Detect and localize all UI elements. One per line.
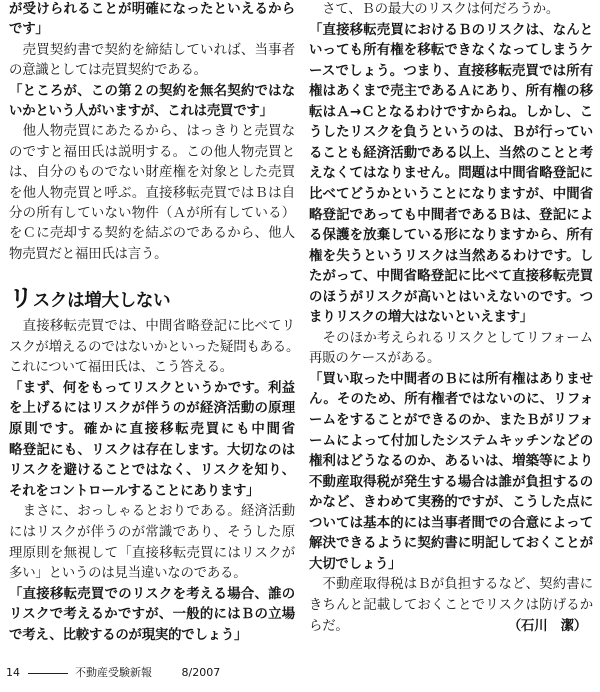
text-line: ームによって付加したシステムキッチンなどの: [309, 433, 593, 449]
text-line: 物売買だと福田氏は言う。: [9, 246, 168, 262]
text-line: 「ところが、この第２の契約を無名契約ではな: [9, 83, 295, 99]
text-line: にはリスクが伴うのが常識であり、そうした原: [9, 525, 295, 540]
text-line: 他人物売買にあたるから、はっきりと売買な: [9, 124, 295, 140]
text-line: 「直接移転売買でのリスクを考える場合、誰の: [9, 586, 295, 602]
text-line: 大切でしょう」: [309, 556, 402, 572]
section-heading: [9, 284, 170, 312]
text-line: の意識としては売買契約である。: [9, 63, 207, 79]
text-line: 「買い取った中間者のＢには所有権はありませ: [309, 371, 593, 387]
text-line: で考え、比較するのが現実的でしょう」: [9, 628, 248, 643]
text-line: をＣに売却する契約を結ぶのであるから、他人: [9, 226, 295, 242]
section-heading-rest: スクは増大しない: [32, 291, 171, 311]
text-line: ームをすることができるのか、またＢがリフォ: [309, 413, 593, 428]
text-line: いかという人がいますが、これは売買です」: [9, 104, 273, 119]
text-line: 「直接移転売買におけるＢのリスクは、なんと: [309, 22, 593, 38]
section-heading-initial: リ: [9, 284, 33, 312]
text-line: これについて福田氏は、こう答える。: [9, 360, 233, 376]
text-line: ついては基本的には当事者間での合意によって: [309, 515, 593, 531]
text-line: 分の所有していない物件（Ａが所有している）: [9, 206, 295, 221]
text-line: 多い」というのは見当違いなのである。: [9, 566, 247, 582]
text-line: を上げるにはリスクが伴うのが経済活動の原理: [9, 401, 295, 417]
text-line: ースでしょう。つまり、直接移転売買では所有: [309, 63, 593, 79]
page-number: 14: [6, 666, 20, 679]
text-line: そのほか考えられるリスクとしてリフォーム: [309, 330, 593, 346]
text-line: ん。そのため、所有権者ではないのに、リフォ: [309, 392, 593, 408]
text-line: スクが増えるのではないかといった疑問もある。: [9, 339, 300, 355]
text-line: ることも経済活動である以上、当然のことと考: [309, 145, 593, 161]
byline: （石川 潔）: [507, 618, 587, 634]
text-line: 原則です。確かに直接移転売買にも中間省: [9, 422, 295, 437]
text-line: です」: [9, 22, 49, 38]
text-line: が受けられることが明確になったといえるから: [9, 2, 295, 17]
text-line: まさに、おっしゃるとおりである。経済活動: [9, 504, 295, 520]
text-line: 売買契約書で契約を締結していれば、当事者: [9, 42, 295, 58]
text-line: 権はあくまで売主であるＡにあり、所有権の移: [309, 84, 593, 100]
text-line: のほうがリスクが高いとはいえないのです。つ: [309, 289, 593, 305]
text-line: 不動産取得税はＢが負担するなど、契約書に: [309, 577, 593, 593]
text-line: さて、Ｂの最大のリスクは何だろうか。: [309, 2, 560, 17]
text-line: きちんと記載しておくことでリスクは防げるか: [309, 597, 593, 613]
text-line: うしたリスクを負うというのは、Ｂが行ってい: [309, 125, 593, 141]
text-line: 略登記にも、リスクは存在します。大切なのは: [9, 442, 295, 458]
text-line: まりリスクの増大はないといえます」: [309, 310, 533, 326]
text-line: 転はＡ→Ｃとなるわけですからね。しかし、こ: [309, 104, 593, 120]
text-line: 比べてどうかということになりますが、中間省: [309, 186, 593, 202]
text-line: 理原則を無視して「直接移転売買にはリスクが: [9, 545, 295, 561]
text-line: 権利はどうなるのか、あるいは、増築等により: [309, 454, 593, 470]
text-line: かなど、きわめて実務的ですが、こうした点に: [309, 495, 593, 511]
text-line: リスクで考えるかですが、一般的にはＢの立場: [9, 607, 295, 623]
text-line: たがって、中間省略登記に比べて直接移転売買: [309, 269, 593, 285]
text-line: る保護を放棄している形になりますから、所有: [309, 228, 593, 244]
text-line: 権を失うというリスクは当然あるわけです。し: [309, 248, 593, 264]
text-line: のですと福田氏は説明する。この他人物売買と: [9, 144, 295, 160]
text-line: 直接移転売買では、中間省略登記に比べてリ: [9, 319, 295, 334]
text-line: は、自分のものでない財産権を対象とした売買: [9, 165, 295, 181]
footer-dash: [28, 673, 68, 674]
text-line: 略登記であっても中間者であるＢは、登記によ: [309, 207, 593, 223]
text-line: らだ。: [309, 618, 349, 634]
text-line: いっても所有権を移転できなくなってしまうケ: [309, 43, 593, 59]
text-line: 「まず、何をもってリスクというかです。利益: [9, 380, 295, 396]
text-line: リスクを避けることではなく、リスクを知り、: [9, 463, 295, 479]
text-line: を他人物売買と呼ぶ。直接移転売買ではＢは自: [9, 185, 295, 201]
page-footer: [6, 663, 220, 683]
text-line: えなくてはなりません。問題は中間省略登記に: [309, 166, 593, 182]
text-line: 再販のケースがある。: [309, 351, 441, 367]
issue-date: 8/2007: [181, 666, 221, 679]
publication-name: 不動産受験新報: [75, 666, 152, 679]
text-line: 解決できるように契約書に明記しておくことが: [309, 536, 593, 552]
text-line: 不動産取得税が発生する場合は誰が負担するの: [309, 474, 593, 490]
text-line: それをコントロールすることにあります」: [9, 483, 260, 499]
